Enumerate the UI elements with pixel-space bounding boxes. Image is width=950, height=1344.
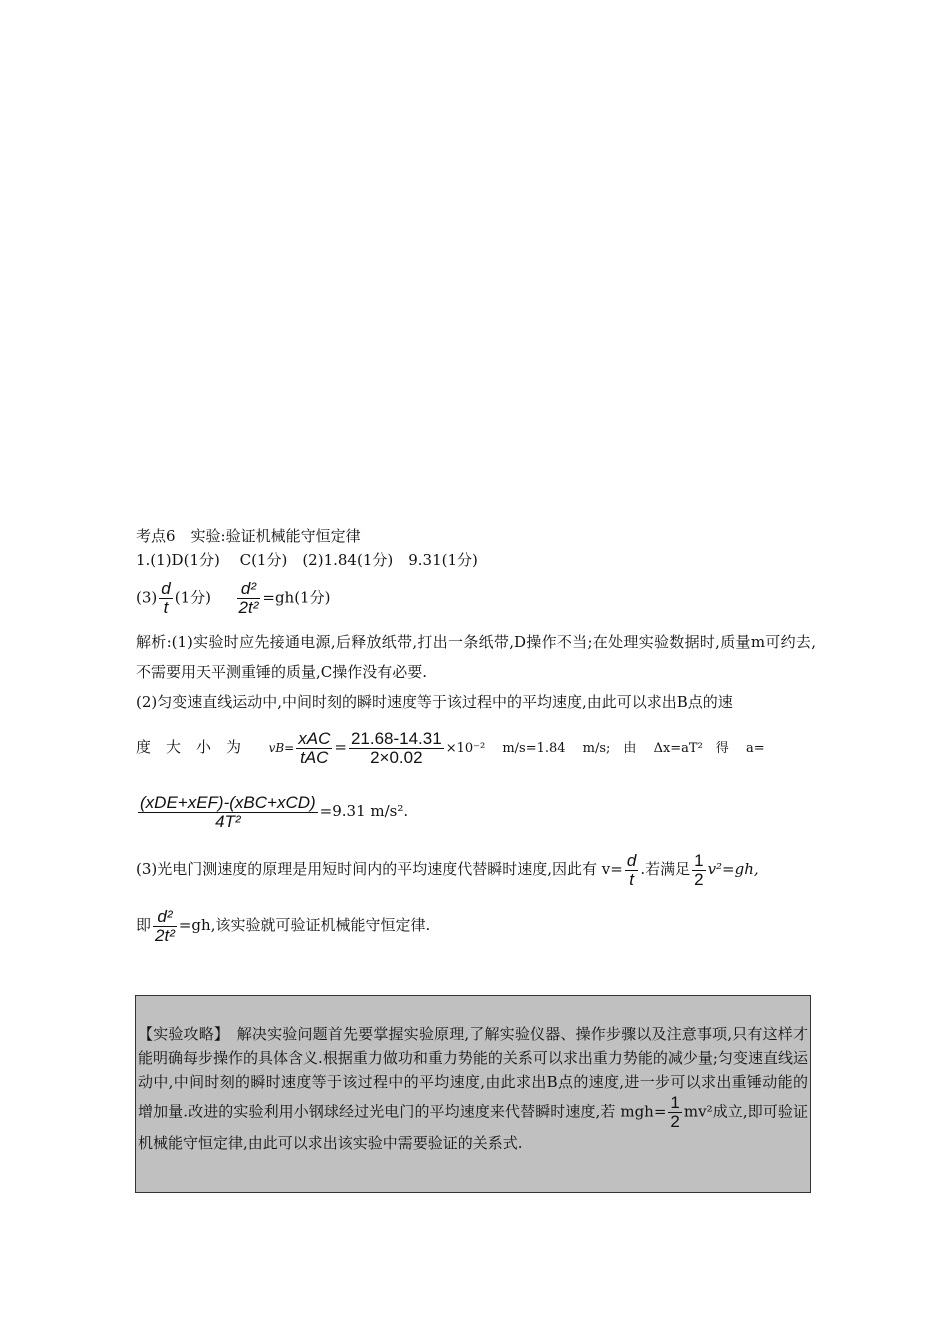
solution-section bbox=[136, 524, 816, 947]
fraction-d2-over-2t2: $\frac{\text{d²}}{\text{2t²}}$ bbox=[155, 906, 175, 945]
fraction-d-over-t: $\frac{d}{t}$ bbox=[626, 850, 637, 889]
strategy-title: 【实验攻略】 bbox=[138, 1025, 222, 1043]
strategy-text: 【实验攻略】 解决实验问题首先要掌握实验原理,了解实验仪器、操作步骤以及注意事项,只有这样才能明确每步操作的具体含义.根据重力做功和重力势能的关系可以求出重力势能的减少量;匀变速直线运动中,中间时刻的瞬时速度等于该过程中的平均速度,由此求出B点的速度,进一步可以求出重锤动能的增加量.改进的实验利用小钢球经过光电门的平均速度来代替瞬时速度,若 mgh= $\frac{1}{2}$ mv²成立,即可验证机械能守恒定律,由此可以求出该实验中需要验证的关系式. bbox=[138, 1025, 808, 1152]
fraction-acceleration: $\frac{\text{(xDE+xEF)-(xBC+xCD)}}{\text{4T²}}$ bbox=[140, 792, 316, 831]
fraction-one-half: $\frac{1}{2}$ bbox=[694, 850, 704, 889]
fraction-calculation: $\frac{21.68-14.31}{2\times 0.02}$ bbox=[350, 728, 442, 767]
fraction-xac-over-tac: $\frac{\text{xAC}}{\text{tAC}}$ bbox=[298, 728, 331, 767]
fraction-one-half: $\frac{1}{2}$ bbox=[670, 1093, 680, 1131]
analysis-acceleration-line: $\frac{\text{(xDE+xEF)-(xBC+xCD)}}{\text{4T²}}$ =9.31 m/s². bbox=[140, 792, 409, 831]
analysis-paragraph-4: 即 $\frac{\text{d²}}{\text{2t²}}$ =gh,该实验就可验证机械能守恒定律. bbox=[136, 906, 431, 945]
section-heading: 考点6 实验:验证机械能守恒定律 bbox=[136, 527, 361, 545]
analysis-paragraph-2: (2)匀变速直线运动中,中间时刻的瞬时速度等于该过程中的平均速度,由此可以求出B点的速 bbox=[136, 693, 733, 711]
fraction-d-over-t: $\frac{d}{t}$ bbox=[161, 579, 171, 617]
analysis-paragraph-1: 解析:(1)实验时应先接通电源,后释放纸带,打出一条纸带,D操作不当;在处理实验数据时,质量m可约去,不需要用天平测重锤的质量,C操作没有必要. bbox=[136, 633, 816, 681]
analysis-paragraph-3: (3)光电门测速度的原理是用短时间内的平均速度代替瞬时速度,因此有 v= $\frac{d}{t}$ .若满足 $\frac{1}{2}$ v²=gh, bbox=[136, 850, 759, 889]
analysis-velocity-line: 度 大 小 为 vB= $\frac{\text{xAC}}{\text{tAC}}$ = $\frac{21.68-14.31}{2\times 0.02}$ ×10⁻² m/s=1.84 m/s; 由 Δx=aT² 得 a= bbox=[136, 728, 765, 767]
answer-line-3: (3) $\frac{d}{t}$ (1分) $\frac{\text{d²}}{\text{2t²}}$ =gh(1分) bbox=[136, 579, 331, 617]
strategy-box bbox=[135, 995, 811, 1193]
answer-line-1: 1.(1)D(1分) C(1分) (2)1.84(1分) 9.31(1分) bbox=[136, 551, 478, 569]
fraction-d2-over-2t2: $\frac{\text{d²}}{\text{2t²}}$ bbox=[238, 579, 259, 617]
